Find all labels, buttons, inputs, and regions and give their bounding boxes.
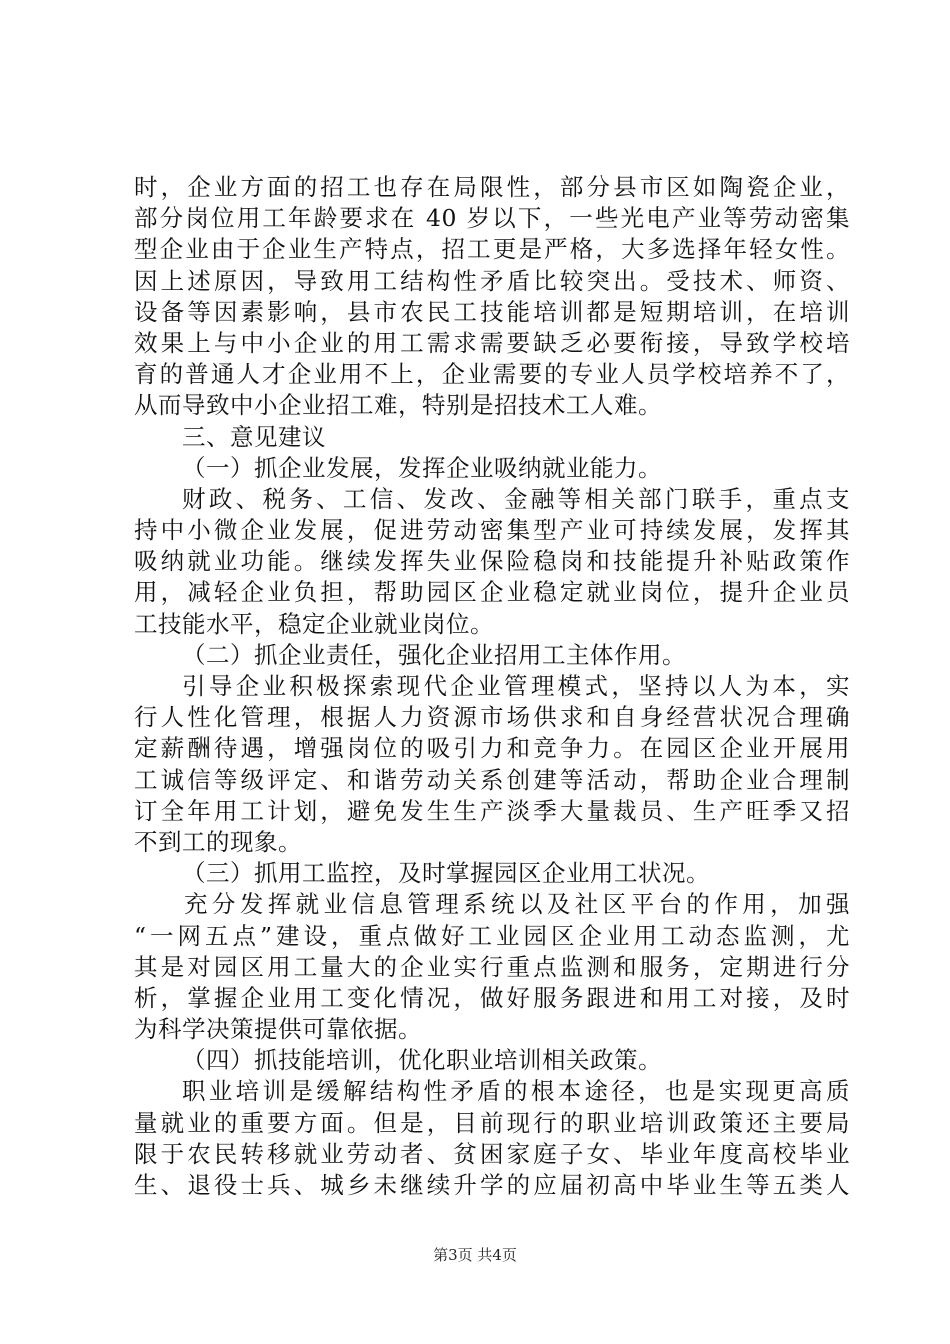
page-footer: 第3页 共4页 [433,1246,517,1264]
text-line: 吸纳就业功能。继续发挥失业保险稳岗和技能提升补贴政策作 [134,547,850,576]
text-line: （四）抓技能培训，优化职业培训相关政策。 [182,1046,662,1075]
text-line: 因上述原因，导致用工结构性矛盾比较突出。受技术、师资、 [134,266,850,295]
body-text [134,172,850,1201]
text-line: 行人性化管理，根据人力资源市场供求和自身经营状况合理确 [134,703,850,732]
text-line: 持中小微企业发展，促进劳动密集型产业可持续发展，发挥其 [134,516,850,545]
text-line: 育的普通人才企业用不上，企业需要的专业人员学校培养不了， [134,360,850,389]
text-line: 工技能水平，稳定企业就业岗位。 [134,609,494,638]
text-line: 限于农民转移就业劳动者、贫困家庭子女、毕业年度高校毕业 [134,1139,850,1168]
text-line: （三）抓用工监控，及时掌握园区企业用工状况。 [182,859,710,888]
text-line: 不到工的现象。 [134,827,302,856]
text-line: 工诚信等级评定、和谐劳动关系创建等活动，帮助企业合理制 [134,765,850,794]
text-line: 型企业由于企业生产特点，招工更是严格，大多选择年轻女性。 [134,235,850,264]
text-line: 量就业的重要方面。但是，目前现行的职业培训政策还主要局 [134,1108,850,1137]
text-line: 引导企业积极探索现代企业管理模式，坚持以人为本，实 [182,672,850,700]
text-line: 充分发挥就业信息管理系统以及社区平台的作用，加强 [184,890,850,919]
text-line: 从而导致中小企业招工难，特别是招技术工人难。 [134,391,662,420]
text-line: 三、意见建议 [182,422,326,451]
text-line: 定薪酬待遇，增强岗位的吸引力和竞争力。在园区企业开展用 [134,734,850,763]
text-line: 效果上与中小企业的用工需求需要缺乏必要衔接，导致学校培 [134,328,850,357]
text-line: “一网五点”建设，重点做好工业园区企业用工动态监测，尤 [134,921,850,950]
text-line: 时，企业方面的招工也存在局限性，部分县市区如陶瓷企业， [134,173,850,201]
text-line: 析，掌握企业用工变化情况，做好服务跟进和用工对接，及时 [134,983,850,1012]
text-line: （二）抓企业责任，强化企业招用工主体作用。 [182,640,686,669]
text-line: 职业培训是缓解结构性矛盾的根本途径，也是实现更高质 [182,1077,850,1106]
text-line: 生、退役士兵、城乡未继续升学的应届初高中毕业生等五类人 [134,1171,850,1199]
text-line: 部分岗位用工年龄要求在 40 岁以下，一些光电产业等劳动密集 [134,204,850,233]
text-line: 为科学决策提供可靠依据。 [134,1015,422,1044]
text-line: 订全年用工计划，避免发生生产淡季大量裁员、生产旺季又招 [134,796,850,825]
text-line: （一）抓企业发展，发挥企业吸纳就业能力。 [182,453,662,482]
text-line: 用，减轻企业负担，帮助园区企业稳定就业岗位，提升企业员 [134,578,850,607]
text-line: 其是对园区用工量大的企业实行重点监测和服务，定期进行分 [134,952,850,981]
text-line: 设备等因素影响，县市农民工技能培训都是短期培训，在培训 [134,297,850,326]
text-line: 财政、税务、工信、发改、金融等相关部门联手，重点支 [182,484,850,513]
